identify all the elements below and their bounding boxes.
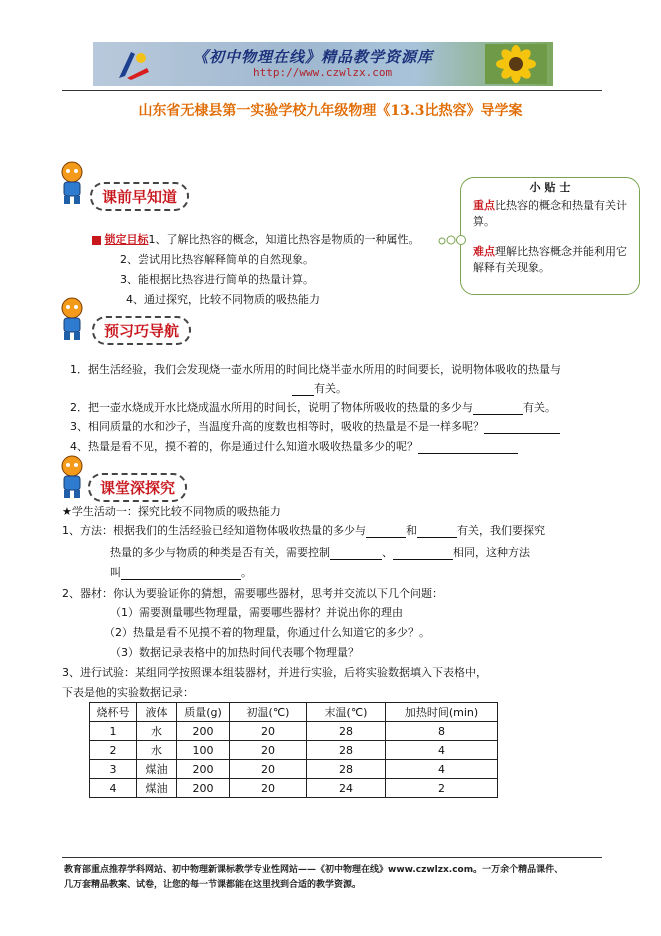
table-cell: 200 <box>177 722 230 741</box>
footer-rule <box>62 857 602 858</box>
table-row <box>90 741 498 760</box>
table-header-cell: 加热时间(min) <box>386 703 498 722</box>
method-line-1 <box>62 524 545 538</box>
footer-line-2: 几万套精品教案、试卷，让您的每一节课都能在这里找到合适的教学资源。 <box>64 880 362 890</box>
section-heading-explore: 课堂深探究 <box>88 473 187 502</box>
method-line-3 <box>110 566 252 580</box>
table-intro: 下表是他的实验数据记录： <box>62 686 194 699</box>
preview-q2 <box>70 401 556 415</box>
goal-line-3: 3、能根据比热容进行简单的热量计算。 <box>120 273 314 286</box>
table-cell: 煤油 <box>137 779 177 798</box>
table-header-cell: 烧杯号 <box>90 703 137 722</box>
answer-blank[interactable] <box>292 383 314 396</box>
preview-q4 <box>70 440 518 454</box>
goal-label: 锁定目标 <box>104 233 149 246</box>
bubble-connector-icon <box>438 232 466 248</box>
goal-line-1 <box>92 233 420 247</box>
banner-site-name: 《初中物理在线》精品教学资源库 <box>193 48 434 66</box>
table-row <box>90 760 498 779</box>
table-cell: 20 <box>230 722 307 741</box>
equipment-q3: （3）数据记录表格中的加热时间代表哪个物理量？ <box>110 646 359 659</box>
tip-key-text: 比热容的概念和热量有关计算。 <box>473 199 627 228</box>
table-cell: 水 <box>137 722 177 741</box>
table-cell: 20 <box>230 779 307 798</box>
data-table <box>89 702 498 798</box>
table-cell: 4 <box>386 760 498 779</box>
table-header-cell: 液体 <box>137 703 177 722</box>
table-cell: 200 <box>177 779 230 798</box>
sunflower-icon <box>485 44 547 84</box>
equipment-q1: （1）需要测量哪些物理量，需要哪些器材？并说出你的理由 <box>110 606 403 619</box>
answer-blank[interactable] <box>484 421 560 434</box>
tip-box <box>460 177 640 295</box>
mascot-icon <box>54 296 90 342</box>
tip-key-label: 重点 <box>473 199 495 212</box>
method-line2-c: 相同，这种方法 <box>453 546 530 559</box>
preview-q2-end: 有关。 <box>523 401 556 414</box>
preview-q1-cont <box>292 382 347 396</box>
banner-url[interactable]: http://www.czwlzx.com <box>253 66 393 79</box>
page-title: 山东省无棣县第一实验学校九年级物理《13.3比热容》导学案 <box>138 103 523 119</box>
table-cell: 20 <box>230 760 307 779</box>
goal-line-2: 2、尝试用比热容解释简单的自然现象。 <box>120 253 314 266</box>
preview-q1: 1．据生活经验，我们会发现烧一壶水所用的时间比烧半壶水所用的时间要长，说明物体吸收的热量与 <box>70 363 561 376</box>
answer-blank[interactable] <box>121 567 241 580</box>
table-cell: 1 <box>90 722 137 741</box>
footer <box>64 863 624 893</box>
table-header-cell: 质量(g) <box>177 703 230 722</box>
table-cell: 28 <box>307 760 386 779</box>
table-cell: 4 <box>386 741 498 760</box>
goal-line-4: 4、通过探究，比较不同物质的吸热能力 <box>126 293 320 306</box>
preview-q4-text: 4、热量是看不见，摸不着的，你是通过什么知道水吸收热量多少的呢？ <box>70 440 418 453</box>
experiment-line: 3、进行试验：某组同学按照课本组装器材，并进行实验，后将实验数据填入下表格中， <box>62 666 487 679</box>
table-header-cell: 末温(℃) <box>307 703 386 722</box>
header-banner <box>93 42 553 86</box>
table-header-cell: 初温(℃) <box>230 703 307 722</box>
table-cell: 200 <box>177 760 230 779</box>
method-a: 1、方法：根据我们的生活经验已经知道物体吸收热量的多少与 <box>62 524 366 537</box>
table-cell: 3 <box>90 760 137 779</box>
method-line-2 <box>110 546 530 560</box>
table-row <box>90 779 498 798</box>
table-cell: 24 <box>307 779 386 798</box>
header-rule <box>62 90 602 91</box>
table-cell: 8 <box>386 722 498 741</box>
table-cell: 2 <box>386 779 498 798</box>
method-b: 和 <box>406 524 417 537</box>
table-cell: 28 <box>307 741 386 760</box>
preview-q3 <box>70 420 560 434</box>
preview-q1-end: 有关。 <box>314 382 347 395</box>
answer-blank[interactable] <box>418 441 518 454</box>
table-header-row <box>90 703 498 722</box>
tip-difficulty <box>473 244 629 276</box>
method-c: 有关，我们要探究 <box>457 524 545 537</box>
table-cell: 20 <box>230 741 307 760</box>
table-cell: 水 <box>137 741 177 760</box>
preview-q2-text: 2．把一壶水烧成开水比烧成温水所用的时间长，说明了物体所吸收的热量的多少与 <box>70 401 473 414</box>
tip-key-point <box>473 198 629 230</box>
method-line3-end: 。 <box>241 566 252 579</box>
equipment-q2: （2）热量是看不见摸不着的物理量，你通过什么知道它的多少？。 <box>104 626 430 639</box>
table-cell: 2 <box>90 741 137 760</box>
table-cell: 4 <box>90 779 137 798</box>
section-heading-preclass: 课前早知道 <box>90 182 189 211</box>
section-heading-preview: 预习巧导航 <box>92 316 191 345</box>
answer-blank[interactable] <box>393 547 453 560</box>
tip-title: 小 贴 士 <box>529 181 571 194</box>
preview-q3-text: 3、相同质量的水和沙子，当温度升高的度数也相等时，吸收的热量是不是一样多呢？ <box>70 420 484 433</box>
answer-blank[interactable] <box>417 525 457 538</box>
table-row <box>90 722 498 741</box>
goal-square-icon <box>92 236 101 245</box>
site-logo-icon <box>113 48 153 82</box>
table-cell: 100 <box>177 741 230 760</box>
answer-blank[interactable] <box>330 547 382 560</box>
equipment-line: 2、器材：你认为要验证你的猜想，需要哪些器材，思考并交流以下几个问题： <box>62 587 443 600</box>
mascot-icon <box>54 454 90 500</box>
mascot-icon <box>54 160 90 206</box>
answer-blank[interactable] <box>473 402 523 415</box>
tip-diff-text: 理解比热容概念并能利用它解释有关现象。 <box>473 245 627 274</box>
method-line3: 叫 <box>110 566 121 579</box>
method-line2-a: 热量的多少与物质的种类是否有关，需要控制 <box>110 546 330 559</box>
footer-line-1: 教育部重点推荐学科网站、初中物理新课标教学专业性网站——《初中物理在线》www.czwlzx.com。一万余个精品课件、 <box>64 865 564 875</box>
goal-text-1: 1、了解比热容的概念，知道比热容是物质的一种属性。 <box>148 233 420 246</box>
table-cell: 煤油 <box>137 760 177 779</box>
activity-title: ★学生活动一：探究比较不同物质的吸热能力 <box>62 505 281 518</box>
table-cell: 28 <box>307 722 386 741</box>
method-line2-b: 、 <box>382 546 393 559</box>
tip-diff-label: 难点 <box>473 245 495 258</box>
answer-blank[interactable] <box>366 525 406 538</box>
